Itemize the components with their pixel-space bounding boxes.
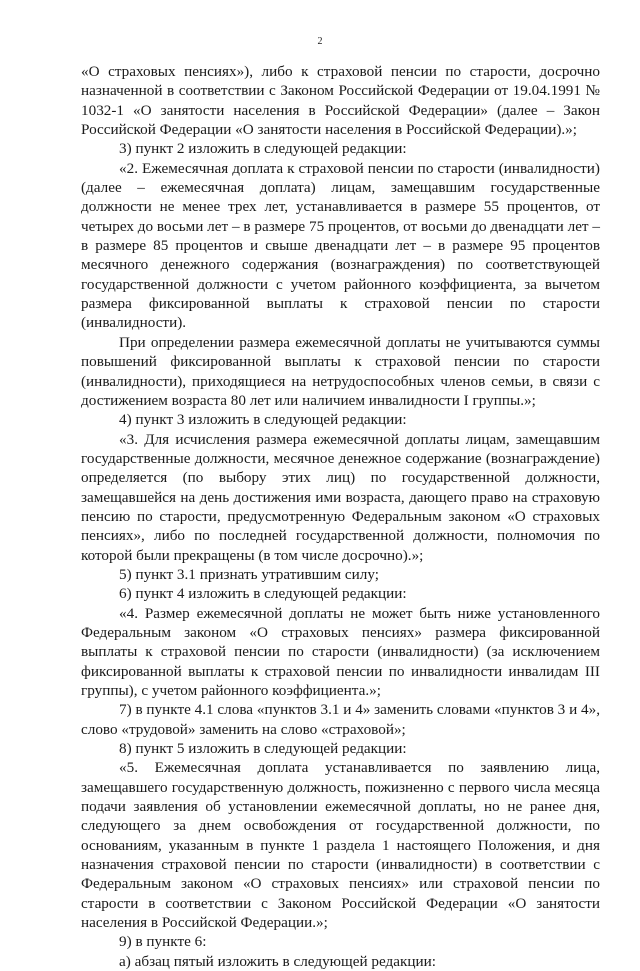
paragraph: 5) пункт 3.1 признать утратившим силу; xyxy=(119,565,379,583)
paragraph: 7) в пункте 4.1 слова «пунктов 3.1 и 4» заменить словами «пунктов 3 и 4», слово «трудовой» заменить на слово «страховой»; xyxy=(81,701,600,738)
paragraph: а) абзац пятый изложить в следующей редакции: xyxy=(119,952,436,970)
paragraph: «3. Для исчисления размера ежемесячной доплаты лицам, замещавшим государственные должности, месячное денежное содержание (вознаграждение) определяется (по выбору этих лиц) по государственной должности, замещавшейся на день достижения ими возраста, дающего право на страховую пенсию по старости, предусмотренную Федеральным законом «О страховых пенсиях», либо по последней государственной должности, полномочия по которой были прекращены (в том числе досрочно).»; xyxy=(81,430,600,564)
paragraph: 6) пункт 4 изложить в следующей редакции: xyxy=(119,585,407,603)
paragraph: «4. Размер ежемесячной доплаты не может быть ниже установленного Федеральным законом «О страховых пенсиях» размера фиксированной выплаты к страховой пенсии по старости (инвалидности) (за исключением фиксированной выплаты к страховой пенсии по инвалидности инвалидам III группы), с учетом районного коэффициента.»; xyxy=(81,604,600,699)
paragraph: «2. Ежемесячная доплата к страховой пенсии по старости (инвалидности) (далее – ежемесячная доплата) лицам, замещавшим государственные должности не менее трех лет, устанавливается в размере 55 процентов, от четырех до восьми лет – в размере 75 процентов, от восьми до двенадцати лет – в размере 85 процентов и свыше двенадцати лет – в размере 95 процентов месячного денежного содержания (вознаграждения) по соответствующей государственной должности с учетом районного коэффициента, за вычетом размера фиксированной выплаты к страховой пенсии по старости (инвалидности). xyxy=(81,159,600,332)
page-number: 2 xyxy=(317,36,323,47)
paragraph: 9) в пункте 6: xyxy=(119,933,207,951)
paragraph: При определении размера ежемесячной доплаты не учитываются суммы повышений фиксированной выплаты к страховой пенсии по старости (инвалидности), приходящиеся на нетрудоспособных членов семьи, в связи с достижением возраста 80 лет или наличием инвалидности I группы.»; xyxy=(81,333,600,409)
paragraph: «5. Ежемесячная доплата устанавливается по заявлению лица, замещавшего государственную должность, пожизненно с первого числа месяца подачи заявления об установлении ежемесячной доплаты, но не ранее дня, следующего за днем освобождения от государственной должности, по основаниям, указанным в пункте 1 раздела 1 настоящего Положения, и дня назначения страховой пенсии по старости (инвалидности) в соответствии с Федеральным законом «О страховых пенсиях» или страховой пенсии по старости в соответствии с Законом Российской Федерации «О занятости населения в Российской Федерации.»; xyxy=(81,759,600,932)
document-body xyxy=(81,62,600,971)
paragraph: «О страховых пенсиях»), либо к страховой пенсии по старости, досрочно назначенной в соответствии с Законом Российской Федерации от 19.04.1991 № 1032-1 «О занятости населения в Российской Федерации» (далее – Закон Российской Федерации «О занятости населения в Российской Федерации).»; xyxy=(81,63,600,139)
paragraph: 4) пункт 3 изложить в следующей редакции: xyxy=(119,411,407,429)
paragraph: 3) пункт 2 изложить в следующей редакции: xyxy=(119,140,407,158)
paragraph: 8) пункт 5 изложить в следующей редакции: xyxy=(119,740,407,758)
